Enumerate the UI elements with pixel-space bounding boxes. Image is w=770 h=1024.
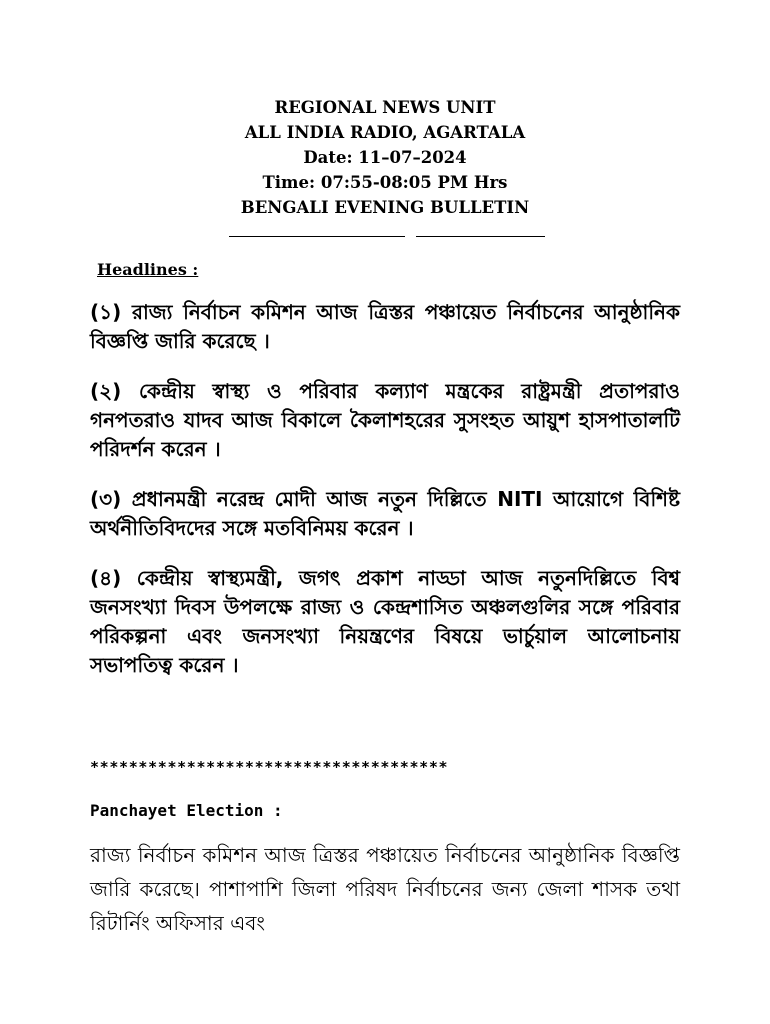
headline-item-2: (২) কেন্দ্রীয় স্বাস্থ্য ও পরিবার কল্যাণ মন্ত্রকের রাষ্ট্রমন্ত্রী প্রতাপরাও গনপতরাও যাদব আজ বিকালে কৈলাশহরের সুসংহত আয়ুশ হাসপাতালটি পরিদর্শন করেন । — [90, 379, 680, 461]
bulletin-time: Time: 07:55-08:05 PM Hrs — [262, 173, 508, 192]
station-name: ALL INDIA RADIO, AGARTALA — [244, 123, 526, 142]
section-separator: ************************************* — [90, 758, 449, 776]
header-divider-right — [416, 236, 545, 237]
section-body: রাজ্য নির্বাচন কমিশন আজ ত্রিস্তর পঞ্চায়েত নির্বাচনের আনুষ্ঠানিক বিজ্ঞপ্তি জারি করেছে। পাশাপাশি জিলা পরিষদ নির্বাচনের জন্য জেলা শাসক তথা রিটার্নিং অফিসার এবং — [90, 843, 680, 935]
header-divider-left — [229, 236, 405, 237]
bulletin-header — [0, 95, 770, 220]
headline-item-4: (৪) কেন্দ্রীয় স্বাস্থ্যমন্ত্রী, জগৎ প্রকাশ নাড্ডা আজ নতুনদিল্লিতে বিশ্ব জনসংখ্যা দিবস উপলক্ষে রাজ্য ও কেন্দ্রশাসিত অঞ্চলগুলির সঙ্গে পরিবার পরিকল্পনা এবং জনসংখ্যা নিয়ন্ত্রণের বিষয়ে ভার্চুয়াল আলোচনায় সভাপতিত্ব করেন । — [90, 566, 680, 677]
headline-item-1: (১) রাজ্য নির্বাচন কমিশন আজ ত্রিস্তর পঞ্চায়েত নির্বাচনের আনুষ্ঠানিক বিজ্ঞপ্তি জারি করেছে । — [90, 300, 680, 353]
bulletin-title: BENGALI EVENING BULLETIN — [240, 198, 530, 217]
headlines-title: Headlines : — [97, 260, 199, 279]
unit-name: REGIONAL NEWS UNIT — [274, 98, 496, 117]
section-title: Panchayet Election : — [90, 801, 283, 820]
bulletin-date: Date: 11–07–2024 — [303, 148, 467, 167]
headline-item-3: (৩) প্রধানমন্ত্রী নরেন্দ্র মোদী আজ নতুন দিল্লিতে NITI আয়োগে বিশিষ্ট অর্থনীতিবিদদের সঙ্গে মতবিনিময় করেন । — [90, 487, 680, 540]
